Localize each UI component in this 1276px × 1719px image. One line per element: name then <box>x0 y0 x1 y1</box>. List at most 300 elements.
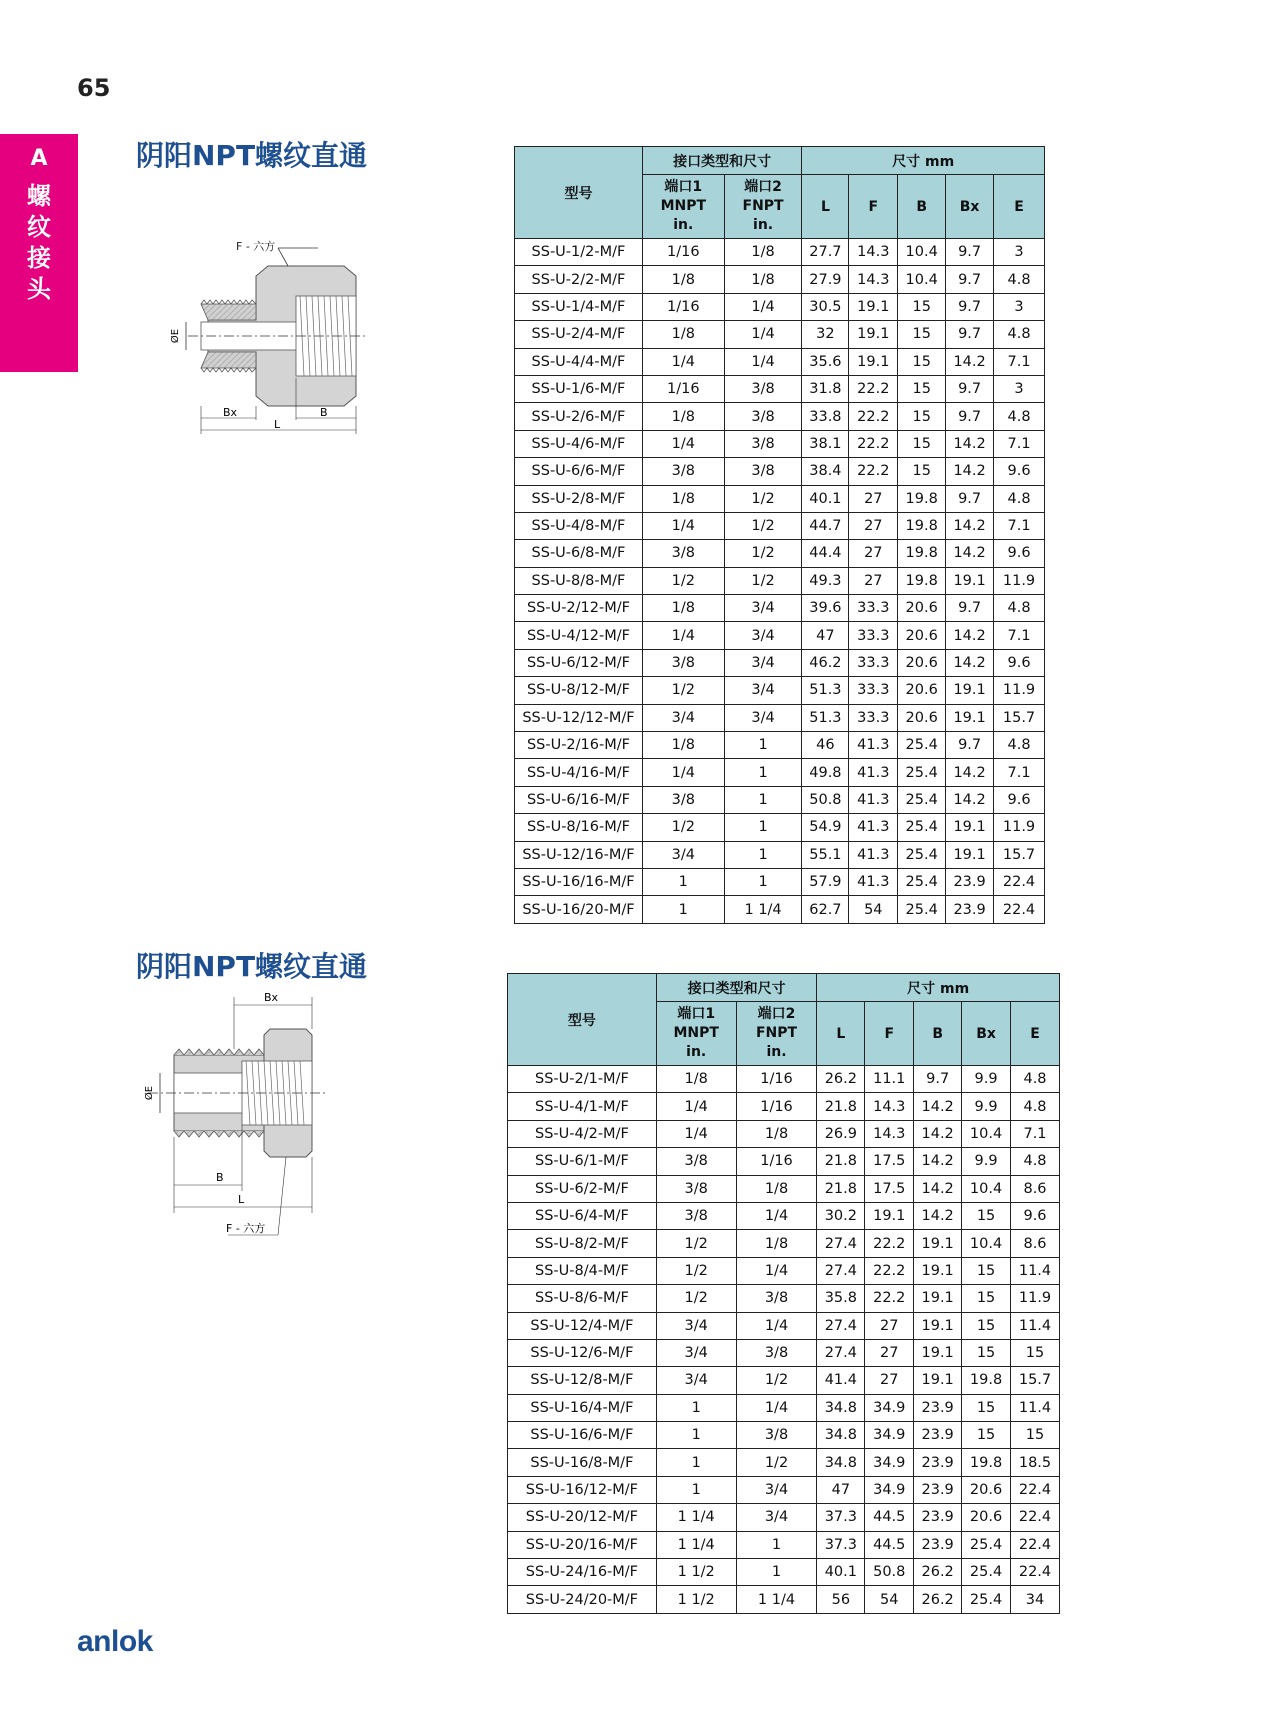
value-cell: 9.9 <box>962 1148 1011 1175</box>
value-cell: 25.4 <box>962 1586 1011 1613</box>
value-cell: 19.1 <box>865 1202 914 1229</box>
value-cell: 11.9 <box>994 814 1045 841</box>
value-cell: 14.2 <box>914 1202 962 1229</box>
value-cell: 1/4 <box>736 1394 817 1421</box>
value-cell: 4.8 <box>994 266 1045 293</box>
value-cell: 27.7 <box>802 239 849 266</box>
table-row <box>515 759 1045 786</box>
value-cell: 22.2 <box>849 430 898 457</box>
value-cell: 15 <box>898 458 946 485</box>
value-cell: 27 <box>865 1367 914 1394</box>
model-cell: SS-U-8/16-M/F <box>515 814 643 841</box>
table-row <box>508 1093 1060 1120</box>
value-cell: 15 <box>898 430 946 457</box>
value-cell: 37.3 <box>817 1531 865 1558</box>
value-cell: 25.4 <box>898 814 946 841</box>
value-cell: 14.2 <box>946 348 994 375</box>
side-tab-label <box>0 181 78 305</box>
value-cell: 46.2 <box>802 649 849 676</box>
value-cell: 38.1 <box>802 430 849 457</box>
section2-title: 阴阳NPT螺纹直通 <box>136 950 368 983</box>
table-row <box>515 704 1045 731</box>
value-cell: 15 <box>962 1394 1011 1421</box>
value-cell: 23.9 <box>946 868 994 895</box>
value-cell: 18.5 <box>1011 1449 1060 1476</box>
value-cell: 35.6 <box>802 348 849 375</box>
value-cell: 14.3 <box>849 266 898 293</box>
value-cell: 15.7 <box>994 841 1045 868</box>
value-cell: 8.6 <box>1011 1230 1060 1257</box>
value-cell: 9.7 <box>946 239 994 266</box>
value-cell: 14.2 <box>946 540 994 567</box>
value-cell: 1 1/2 <box>656 1586 736 1613</box>
model-cell: SS-U-6/2-M/F <box>508 1175 657 1202</box>
table-row <box>515 458 1045 485</box>
value-cell: 22.4 <box>994 896 1045 923</box>
value-cell: 1/2 <box>724 540 802 567</box>
value-cell: 3/8 <box>642 649 724 676</box>
model-cell: SS-U-12/6-M/F <box>508 1339 657 1366</box>
value-cell: 20.6 <box>962 1476 1011 1503</box>
table-row <box>508 1504 1060 1531</box>
dia-label: ØE <box>144 1085 155 1101</box>
value-cell: 9.7 <box>946 403 994 430</box>
table-row <box>508 1312 1060 1339</box>
value-cell: 1 1/2 <box>656 1559 736 1586</box>
value-cell: 22.2 <box>849 403 898 430</box>
side-tab-char: 接 <box>27 244 51 272</box>
value-cell: 41.3 <box>849 786 898 813</box>
value-cell: 15 <box>898 375 946 402</box>
value-cell: 3/8 <box>724 375 802 402</box>
col-header-port1 <box>656 1002 736 1066</box>
value-cell: 20.6 <box>898 677 946 704</box>
value-cell: 38.4 <box>802 458 849 485</box>
model-cell: SS-U-2/6-M/F <box>515 403 643 430</box>
l-label: L <box>274 418 281 431</box>
value-cell: 1/8 <box>736 1120 817 1147</box>
value-cell: 41.3 <box>849 868 898 895</box>
value-cell: 1/16 <box>642 293 724 320</box>
value-cell: 3/4 <box>724 649 802 676</box>
value-cell: 1 <box>724 732 802 759</box>
value-cell: 9.7 <box>946 375 994 402</box>
value-cell: 33.3 <box>849 704 898 731</box>
value-cell: 1/16 <box>642 375 724 402</box>
value-cell: 1 <box>724 814 802 841</box>
table-row <box>508 1394 1060 1421</box>
value-cell: 3/4 <box>642 841 724 868</box>
value-cell: 1/2 <box>736 1367 817 1394</box>
value-cell: 49.8 <box>802 759 849 786</box>
value-cell: 15 <box>962 1422 1011 1449</box>
value-cell: 1 1/4 <box>656 1504 736 1531</box>
table-row <box>515 868 1045 895</box>
table-row <box>508 1285 1060 1312</box>
value-cell: 14.2 <box>946 759 994 786</box>
value-cell: 14.3 <box>849 239 898 266</box>
value-cell: 1/4 <box>724 293 802 320</box>
value-cell: 1 <box>724 841 802 868</box>
value-cell: 11.9 <box>1011 1285 1060 1312</box>
value-cell: 7.1 <box>1011 1120 1060 1147</box>
table-row <box>515 786 1045 813</box>
value-cell: 7.1 <box>994 348 1045 375</box>
model-cell: SS-U-2/16-M/F <box>515 732 643 759</box>
value-cell: 3/8 <box>736 1285 817 1312</box>
col-header-bx: Bx <box>946 175 994 239</box>
value-cell: 10.4 <box>898 239 946 266</box>
value-cell: 33.3 <box>849 649 898 676</box>
value-cell: 56 <box>817 1586 865 1613</box>
table-row <box>508 1175 1060 1202</box>
value-cell: 1/8 <box>642 266 724 293</box>
model-cell: SS-U-4/8-M/F <box>515 512 643 539</box>
value-cell: 1/2 <box>642 567 724 594</box>
b-label: B <box>216 1171 224 1184</box>
value-cell: 47 <box>817 1476 865 1503</box>
model-cell: SS-U-12/12-M/F <box>515 704 643 731</box>
value-cell: 50.8 <box>802 786 849 813</box>
section-side-tab <box>0 134 78 372</box>
table-row <box>515 841 1045 868</box>
col-header-model: 型号 <box>515 147 643 239</box>
value-cell: 3 <box>994 375 1045 402</box>
value-cell: 9.6 <box>994 540 1045 567</box>
value-cell: 1/8 <box>736 1230 817 1257</box>
port1-type: MNPT <box>673 1025 719 1041</box>
value-cell: 19.1 <box>946 814 994 841</box>
value-cell: 1 <box>656 1449 736 1476</box>
value-cell: 1/8 <box>642 403 724 430</box>
value-cell: 1/4 <box>724 321 802 348</box>
value-cell: 11.1 <box>865 1066 914 1093</box>
value-cell: 15.7 <box>1011 1367 1060 1394</box>
model-cell: SS-U-8/2-M/F <box>508 1230 657 1257</box>
value-cell: 19.8 <box>898 485 946 512</box>
value-cell: 11.4 <box>1011 1394 1060 1421</box>
value-cell: 9.6 <box>1011 1202 1060 1229</box>
value-cell: 14.2 <box>946 786 994 813</box>
hex-label: F - 六方 <box>236 240 276 253</box>
value-cell: 3/4 <box>724 704 802 731</box>
value-cell: 3/4 <box>642 704 724 731</box>
col-header-bx: Bx <box>962 1002 1011 1066</box>
table-row <box>515 348 1045 375</box>
dia-label: ØE <box>170 328 181 344</box>
value-cell: 19.1 <box>946 677 994 704</box>
value-cell: 1/2 <box>724 485 802 512</box>
value-cell: 11.9 <box>994 567 1045 594</box>
value-cell: 17.5 <box>865 1148 914 1175</box>
col-header-f: F <box>865 1002 914 1066</box>
value-cell: 3/4 <box>656 1367 736 1394</box>
value-cell: 1/2 <box>656 1230 736 1257</box>
model-cell: SS-U-1/2-M/F <box>515 239 643 266</box>
value-cell: 15 <box>898 348 946 375</box>
col-header-dim-group: 尺寸 mm <box>817 974 1060 1002</box>
value-cell: 14.2 <box>946 430 994 457</box>
value-cell: 1 <box>736 1559 817 1586</box>
value-cell: 41.3 <box>849 841 898 868</box>
value-cell: 1/4 <box>642 512 724 539</box>
value-cell: 1/2 <box>736 1449 817 1476</box>
col-header-model: 型号 <box>508 974 657 1066</box>
value-cell: 41.3 <box>849 732 898 759</box>
value-cell: 9.7 <box>946 321 994 348</box>
table-row <box>515 595 1045 622</box>
model-cell: SS-U-16/16-M/F <box>515 868 643 895</box>
value-cell: 1 1/4 <box>736 1586 817 1613</box>
value-cell: 27 <box>849 485 898 512</box>
value-cell: 1/2 <box>656 1285 736 1312</box>
value-cell: 25.4 <box>898 896 946 923</box>
value-cell: 34.8 <box>817 1394 865 1421</box>
value-cell: 19.1 <box>946 567 994 594</box>
table-row <box>508 1559 1060 1586</box>
table-row <box>508 1202 1060 1229</box>
value-cell: 8.6 <box>1011 1175 1060 1202</box>
value-cell: 9.7 <box>946 732 994 759</box>
table-row <box>515 540 1045 567</box>
model-cell: SS-U-6/6-M/F <box>515 458 643 485</box>
value-cell: 26.2 <box>914 1586 962 1613</box>
model-cell: SS-U-16/8-M/F <box>508 1449 657 1476</box>
table-row <box>515 896 1045 923</box>
value-cell: 40.1 <box>802 485 849 512</box>
value-cell: 33.3 <box>849 595 898 622</box>
value-cell: 54 <box>865 1586 914 1613</box>
value-cell: 1/16 <box>642 239 724 266</box>
value-cell: 57.9 <box>802 868 849 895</box>
value-cell: 1/4 <box>642 622 724 649</box>
col-header-b: B <box>898 175 946 239</box>
value-cell: 22.2 <box>865 1230 914 1257</box>
value-cell: 15 <box>962 1339 1011 1366</box>
side-tab-char: 纹 <box>27 213 51 241</box>
value-cell: 15.7 <box>994 704 1045 731</box>
value-cell: 1/8 <box>642 485 724 512</box>
bx-label: Bx <box>223 406 238 419</box>
value-cell: 20.6 <box>898 622 946 649</box>
value-cell: 19.1 <box>914 1312 962 1339</box>
value-cell: 11.4 <box>1011 1257 1060 1284</box>
model-cell: SS-U-4/16-M/F <box>515 759 643 786</box>
model-cell: SS-U-2/1-M/F <box>508 1066 657 1093</box>
value-cell: 10.4 <box>898 266 946 293</box>
model-cell: SS-U-4/12-M/F <box>515 622 643 649</box>
value-cell: 1 <box>736 1531 817 1558</box>
value-cell: 1/8 <box>736 1175 817 1202</box>
value-cell: 3/8 <box>724 403 802 430</box>
value-cell: 1/4 <box>736 1202 817 1229</box>
value-cell: 19.1 <box>914 1367 962 1394</box>
value-cell: 15 <box>962 1312 1011 1339</box>
value-cell: 9.6 <box>994 786 1045 813</box>
side-tab-letter: A <box>30 146 48 171</box>
value-cell: 41.4 <box>817 1367 865 1394</box>
value-cell: 25.4 <box>898 759 946 786</box>
value-cell: 1 <box>724 759 802 786</box>
value-cell: 21.8 <box>817 1175 865 1202</box>
value-cell: 34.9 <box>865 1422 914 1449</box>
section1-title: 阴阳NPT螺纹直通 <box>136 139 368 172</box>
value-cell: 3/8 <box>656 1148 736 1175</box>
value-cell: 47 <box>802 622 849 649</box>
table-row <box>508 1586 1060 1613</box>
value-cell: 1/8 <box>724 239 802 266</box>
value-cell: 3/4 <box>736 1504 817 1531</box>
table-row <box>515 622 1045 649</box>
table-row <box>508 1422 1060 1449</box>
value-cell: 11.4 <box>1011 1312 1060 1339</box>
model-cell: SS-U-6/1-M/F <box>508 1148 657 1175</box>
value-cell: 1 <box>642 896 724 923</box>
value-cell: 26.9 <box>817 1120 865 1147</box>
value-cell: 4.8 <box>994 732 1045 759</box>
value-cell: 34.8 <box>817 1449 865 1476</box>
table-row <box>508 1476 1060 1503</box>
value-cell: 1/8 <box>642 595 724 622</box>
value-cell: 7.1 <box>994 512 1045 539</box>
value-cell: 19.8 <box>898 540 946 567</box>
value-cell: 3 <box>994 239 1045 266</box>
value-cell: 32 <box>802 321 849 348</box>
value-cell: 1/4 <box>656 1093 736 1120</box>
value-cell: 25.4 <box>898 732 946 759</box>
value-cell: 54.9 <box>802 814 849 841</box>
col-header-port1 <box>642 175 724 239</box>
col-header-port-group: 接口类型和尺寸 <box>656 974 817 1002</box>
value-cell: 35.8 <box>817 1285 865 1312</box>
table-row <box>515 677 1045 704</box>
value-cell: 27 <box>849 567 898 594</box>
value-cell: 51.3 <box>802 704 849 731</box>
value-cell: 34 <box>1011 1586 1060 1613</box>
value-cell: 1/16 <box>736 1148 817 1175</box>
value-cell: 27 <box>849 540 898 567</box>
col-header-l: L <box>802 175 849 239</box>
value-cell: 1 <box>656 1476 736 1503</box>
value-cell: 3/8 <box>642 540 724 567</box>
model-cell: SS-U-20/12-M/F <box>508 1504 657 1531</box>
section1-spec-table <box>514 146 1045 924</box>
hex-label: F - 六方 <box>226 1222 266 1235</box>
table-row <box>515 512 1045 539</box>
value-cell: 1/2 <box>724 567 802 594</box>
value-cell: 44.5 <box>865 1504 914 1531</box>
value-cell: 14.2 <box>914 1175 962 1202</box>
model-cell: SS-U-2/8-M/F <box>515 485 643 512</box>
value-cell: 21.8 <box>817 1093 865 1120</box>
brand-logo: anlok <box>77 1625 153 1658</box>
value-cell: 26.2 <box>914 1559 962 1586</box>
value-cell: 14.2 <box>914 1120 962 1147</box>
value-cell: 27.4 <box>817 1257 865 1284</box>
value-cell: 25.4 <box>962 1531 1011 1558</box>
value-cell: 1/4 <box>656 1120 736 1147</box>
model-cell: SS-U-2/12-M/F <box>515 595 643 622</box>
port1-label: 端口1 <box>664 179 703 195</box>
value-cell: 1/8 <box>724 266 802 293</box>
model-cell: SS-U-16/4-M/F <box>508 1394 657 1421</box>
value-cell: 15 <box>1011 1339 1060 1366</box>
value-cell: 15 <box>962 1202 1011 1229</box>
port2-unit: in. <box>766 1044 787 1060</box>
model-cell: SS-U-16/12-M/F <box>508 1476 657 1503</box>
value-cell: 33.3 <box>849 677 898 704</box>
value-cell: 25.4 <box>898 786 946 813</box>
value-cell: 9.7 <box>946 293 994 320</box>
value-cell: 37.3 <box>817 1504 865 1531</box>
value-cell: 23.9 <box>946 896 994 923</box>
value-cell: 20.6 <box>898 704 946 731</box>
model-cell: SS-U-20/16-M/F <box>508 1531 657 1558</box>
model-cell: SS-U-16/20-M/F <box>515 896 643 923</box>
section2-spec-table <box>507 973 1060 1614</box>
table-row <box>508 1257 1060 1284</box>
value-cell: 14.2 <box>946 622 994 649</box>
port1-unit: in. <box>686 1044 707 1060</box>
value-cell: 25.4 <box>898 868 946 895</box>
col-header-port-group: 接口类型和尺寸 <box>642 147 802 175</box>
value-cell: 3/4 <box>656 1312 736 1339</box>
value-cell: 11.9 <box>994 677 1045 704</box>
value-cell: 1/4 <box>642 348 724 375</box>
side-tab-char: 螺 <box>27 182 51 210</box>
bx-label: Bx <box>264 991 279 1004</box>
value-cell: 39.6 <box>802 595 849 622</box>
value-cell: 27 <box>849 512 898 539</box>
table-row <box>515 266 1045 293</box>
value-cell: 1 <box>656 1394 736 1421</box>
value-cell: 27.9 <box>802 266 849 293</box>
model-cell: SS-U-8/4-M/F <box>508 1257 657 1284</box>
value-cell: 20.6 <box>962 1504 1011 1531</box>
model-cell: SS-U-8/8-M/F <box>515 567 643 594</box>
value-cell: 19.1 <box>914 1257 962 1284</box>
col-header-port2 <box>724 175 802 239</box>
value-cell: 27 <box>865 1312 914 1339</box>
value-cell: 1/8 <box>642 732 724 759</box>
col-header-e: E <box>994 175 1045 239</box>
model-cell: SS-U-2/2-M/F <box>515 266 643 293</box>
value-cell: 22.2 <box>865 1257 914 1284</box>
table-row <box>515 732 1045 759</box>
section1-fitting-diagram <box>168 238 378 438</box>
value-cell: 44.4 <box>802 540 849 567</box>
value-cell: 9.9 <box>962 1066 1011 1093</box>
value-cell: 3/4 <box>656 1339 736 1366</box>
l-label: L <box>238 1193 245 1206</box>
model-cell: SS-U-12/4-M/F <box>508 1312 657 1339</box>
value-cell: 1/4 <box>642 430 724 457</box>
value-cell: 9.6 <box>994 649 1045 676</box>
value-cell: 10.4 <box>962 1120 1011 1147</box>
value-cell: 3/4 <box>724 677 802 704</box>
value-cell: 10.4 <box>962 1175 1011 1202</box>
port2-unit: in. <box>753 217 774 233</box>
value-cell: 55.1 <box>802 841 849 868</box>
port2-label: 端口2 <box>744 179 782 195</box>
value-cell: 19.1 <box>914 1339 962 1366</box>
value-cell: 3/8 <box>736 1339 817 1366</box>
value-cell: 7.1 <box>994 622 1045 649</box>
model-cell: SS-U-4/1-M/F <box>508 1093 657 1120</box>
value-cell: 41.3 <box>849 759 898 786</box>
table-row <box>515 375 1045 402</box>
table-row <box>508 1367 1060 1394</box>
